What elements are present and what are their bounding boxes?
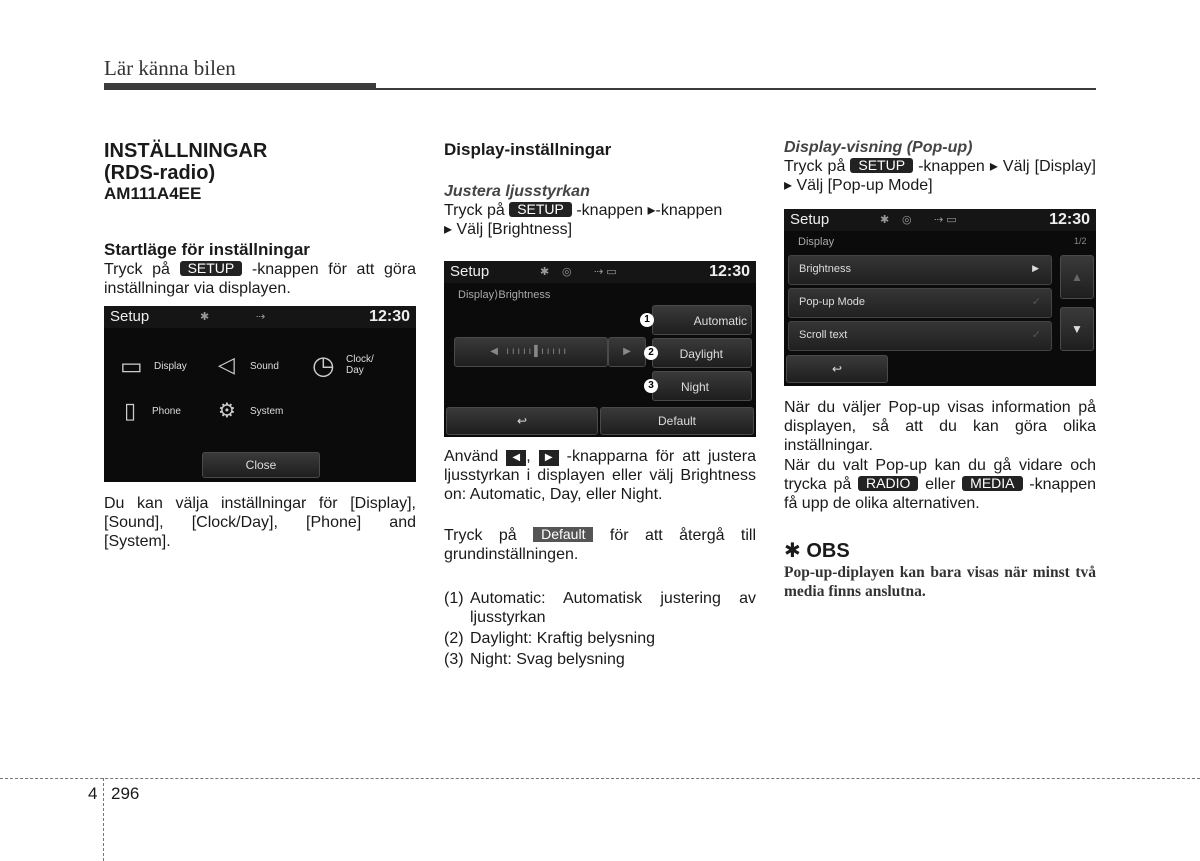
footer-dashed-line xyxy=(0,778,1200,779)
phone-icon: ▯ xyxy=(124,398,137,423)
right-arrow-icon: ▶ xyxy=(608,337,646,367)
setup-screen-image xyxy=(104,306,416,482)
row-label: Brightness xyxy=(799,263,851,275)
text-fragment: Tryck på xyxy=(104,261,170,278)
paragraph-popup-info: När du väljer Pop-up visas information på displayen, så att du kan göra olika inställningar. xyxy=(784,399,1096,454)
triangle-icon: ▸ xyxy=(989,158,998,175)
paragraph-brightness-steps xyxy=(444,201,756,239)
speaker-icon: ◁ xyxy=(218,352,235,377)
paragraph-popup-steps xyxy=(784,157,1096,195)
breadcrumb: Display xyxy=(798,236,835,248)
checkmark-icon: ✓ xyxy=(1031,296,1041,308)
triangle-icon: ▸ xyxy=(444,221,453,238)
triangle-icon: ▸ xyxy=(647,202,656,219)
text-fragment: Tryck på xyxy=(444,202,505,219)
checkmark-icon: ✓ xyxy=(1031,329,1041,341)
option-automatic: Automatic xyxy=(652,305,752,335)
text-fragment: -knappen xyxy=(655,202,723,219)
default-button: Default xyxy=(600,407,754,435)
list-number: (2) xyxy=(444,630,464,647)
text-fragment: Tryck på xyxy=(784,158,846,175)
heading-rds: (RDS-radio) xyxy=(104,162,216,184)
default-key-tag: Default xyxy=(533,527,593,542)
paragraph-options: Du kan välja inställningar för [Display], [Sound], [Clock/Day], [Phone] and [System]. xyxy=(104,495,416,550)
column-1 xyxy=(104,140,416,298)
scroll-down-icon: ▼ xyxy=(1060,307,1094,351)
setup-key-tag: SETUP xyxy=(850,158,913,173)
item-sound: Sound xyxy=(250,361,279,372)
back-icon: ↩ xyxy=(786,355,888,383)
scroll-up-icon: ▲ xyxy=(1060,255,1094,299)
header-rule-thin xyxy=(376,88,1096,90)
footer-vertical-line xyxy=(103,778,104,861)
row-popup-mode xyxy=(788,288,1052,318)
screen-title: Setup xyxy=(450,263,490,280)
marker-2: 2 xyxy=(644,346,658,360)
close-button: Close xyxy=(202,452,320,478)
heading-settings: INSTÄLLNINGAR xyxy=(104,140,268,162)
note-heading xyxy=(784,538,850,563)
bluetooth-icon: ✱ xyxy=(540,266,550,278)
screen-status-bar xyxy=(104,306,416,328)
chapter-number: 4 xyxy=(88,784,98,803)
item-display: Display xyxy=(154,361,187,372)
list-item xyxy=(444,589,756,627)
list-text: Automatic: Automatisk justering av ljusstyrkan xyxy=(470,590,756,626)
right-arrow-icon: ▶ xyxy=(1032,263,1039,273)
subheading-brightness: Justera ljusstyrkan xyxy=(444,183,590,200)
item-system: System xyxy=(250,406,284,417)
list-text: Daylight: Kraftig belysning xyxy=(470,630,655,647)
heading-display-settings: Display-inställningar xyxy=(444,140,612,159)
right-arrow-key-icon: ▶ xyxy=(539,450,559,466)
screen-status-bar xyxy=(784,209,1096,231)
gear-icon: ⚙ xyxy=(218,400,236,422)
header-rule-thick xyxy=(104,83,376,90)
brightness-screen-image xyxy=(444,261,756,437)
text-fragment: Välj [Brightness] xyxy=(456,221,573,238)
screen-status-bar xyxy=(444,261,756,283)
list-item xyxy=(444,650,756,669)
radio-key-tag: RADIO xyxy=(858,476,918,491)
text-fragment: -knappen få upp de olika alternativen. xyxy=(784,476,1097,512)
paragraph-default xyxy=(444,526,756,564)
page-number: 296 xyxy=(111,784,140,803)
list-item xyxy=(444,629,756,648)
breadcrumb: Display⟩Brightness xyxy=(458,289,551,301)
list-number: (3) xyxy=(444,651,464,668)
row-brightness xyxy=(788,255,1052,285)
text-fragment: Tryck på xyxy=(444,527,517,544)
screen-time: 12:30 xyxy=(1049,211,1090,228)
bluetooth-icon: ✱ xyxy=(880,214,890,226)
text-fragment: för att återgå till grundinställningen. xyxy=(444,527,757,563)
text-fragment: Välj [Display] xyxy=(1002,158,1096,175)
popup-screen-image xyxy=(784,209,1096,386)
text-fragment: Använd xyxy=(444,448,499,465)
brightness-list xyxy=(444,589,756,669)
paragraph-arrows: Använd ◀ , ▶ -knapparna för att justera ljusstyrkan i displayen eller välj Brightness on: Automatic, Day, eller Night. xyxy=(444,448,757,503)
row-scroll-text xyxy=(788,321,1052,351)
subheading-startup: Startläge för inställningar xyxy=(104,240,310,259)
text-fragment: -knappen för att göra inställningar via displayen. xyxy=(104,261,417,297)
radio-icon: ◎ xyxy=(562,266,572,278)
bluetooth-icon: ✱ xyxy=(200,311,210,323)
text-fragment: -knapparna för att justera ljusstyrkan i displayen eller välj Brightness on: Automatic, Day, eller Night. xyxy=(444,448,757,503)
brightness-slider: ◀ ı ı ı ı ı ▌ı ı ı ı ı xyxy=(454,337,608,367)
text-fragment: -knappen xyxy=(576,202,644,219)
row-label: Pop-up Mode xyxy=(799,296,866,308)
note-text: Pop-up-diplayen kan bara visas när minst två media finns anslutna. xyxy=(784,564,1096,600)
paragraph-popup-keys xyxy=(784,456,1096,513)
column-3 xyxy=(784,138,1096,195)
item-phone: Phone xyxy=(152,406,181,417)
list-number: (1) xyxy=(444,590,464,607)
usb-icon: ⇢ xyxy=(256,311,266,323)
screen-title: Setup xyxy=(110,308,150,325)
screen-time: 12:30 xyxy=(709,263,750,280)
subheading-popup: Display-visning (Pop-up) xyxy=(784,139,973,156)
asterisk-icon: ✱ xyxy=(784,540,801,562)
radio-icon: ◎ xyxy=(902,214,912,226)
option-daylight: Daylight xyxy=(652,338,752,368)
back-icon: ↩ xyxy=(446,407,598,435)
text-fragment: Välj [Pop-up Mode] xyxy=(796,177,933,194)
usb-icon: ⇢ ▭ xyxy=(594,266,617,278)
usb-icon: ⇢ ▭ xyxy=(934,214,957,226)
paragraph-startup xyxy=(104,260,416,298)
row-label: Scroll text xyxy=(799,329,848,341)
text-fragment: När du valt Pop-up kan du gå vidare och trycka på xyxy=(784,457,1096,493)
setup-key-tag: SETUP xyxy=(509,202,572,217)
item-clock: Clock/ Day xyxy=(346,354,374,376)
screen-time: 12:30 xyxy=(369,308,410,325)
page-indicator: 1/2 xyxy=(1074,236,1087,246)
list-text: Night: Svag belysning xyxy=(470,651,625,668)
clock-icon: ◷ xyxy=(312,350,335,380)
option-night: Night xyxy=(652,371,752,401)
section-title: Lär känna bilen xyxy=(104,56,236,80)
triangle-icon: ▸ xyxy=(784,177,793,194)
left-arrow-key-icon: ◀ xyxy=(506,450,526,466)
note-title: OBS xyxy=(806,540,850,562)
screen-title: Setup xyxy=(790,211,830,228)
text-fragment: eller xyxy=(925,476,956,493)
display-icon: ▭ xyxy=(120,353,143,380)
setup-key-tag: SETUP xyxy=(180,261,243,276)
text-fragment: -knappen xyxy=(918,158,985,175)
column-2 xyxy=(444,140,756,239)
marker-3: 3 xyxy=(644,379,658,393)
marker-1: 1 xyxy=(640,313,654,327)
doc-code: AM111A4EE xyxy=(104,184,202,203)
media-key-tag: MEDIA xyxy=(962,476,1022,491)
